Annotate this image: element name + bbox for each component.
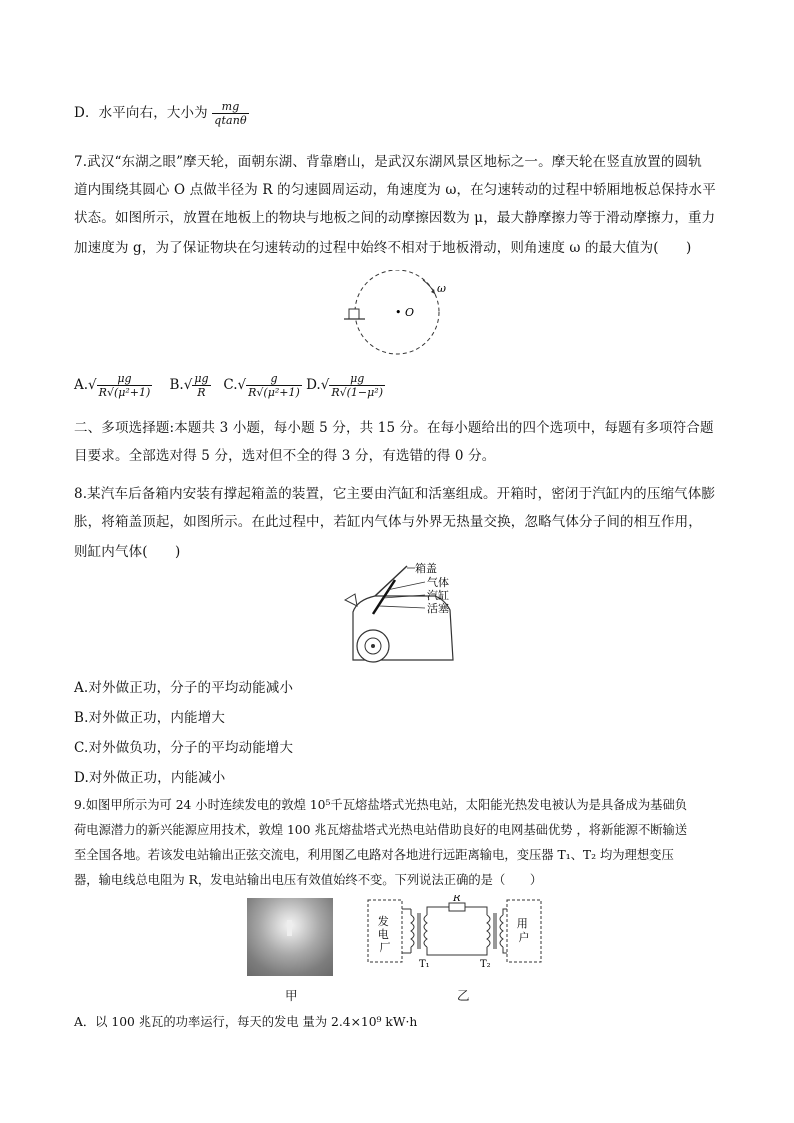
q7-line-4: 加速度为 g，为了保证物块在匀速转动的过程中始终不相对于地板滑动，则角速度 ω 的最大值为( ) (74, 240, 692, 256)
figure-yi-caption: 乙 (457, 988, 470, 1003)
q8-option-d: D.对外做正功，内能减小 (74, 770, 226, 786)
section2-line-1: 二、多项选择题:本题共 3 小题，每小题 5 分，共 15 分。在每小题给出的四个选项中，每题有多项符合题 (74, 420, 714, 436)
fraction-numerator: μg (194, 372, 209, 385)
fraction-numerator: μg (329, 372, 385, 386)
q7-options (74, 372, 385, 399)
fraction-denominator: R (197, 386, 206, 399)
q7-line-3: 状态。如图所示，放置在地板上的物块与地板之间的动摩擦因数为 μ，最大静摩擦力等于滑动摩擦力，重力 (74, 210, 716, 226)
tower-icon (287, 920, 292, 936)
wheel-hub (371, 644, 375, 648)
user-label (517, 917, 532, 944)
power-plant-label-char: 厂 (379, 941, 391, 954)
q9-line-1: 9.如图甲所示为可 24 小时连续发电的敦煌 10⁵千瓦熔盐塔式光热电站，太阳能光热发电被认为是具备成为基础负 (74, 798, 688, 812)
label-gas: 气体 (427, 576, 449, 589)
q6-option-d (74, 100, 249, 127)
transmission-wires (427, 907, 487, 955)
label-cylinder: 汽缸 (427, 589, 449, 602)
q7-option-c-label: C. (223, 377, 238, 393)
block-icon (349, 309, 359, 319)
q7-line-1: 7.武汉“东湖之眼”摩天轮，面朝东湖、背靠磨山，是武汉东湖风景区地标之一。摩天轮在竖直放置的圆轨 (74, 154, 702, 170)
q8-option-a: A.对外做正功，分子的平均动能减小 (74, 680, 294, 696)
fraction-denominator: R√(μ²+1) (248, 386, 300, 399)
user-label-char: 户 (518, 931, 530, 944)
power-plant-label-char: 发 (377, 915, 389, 928)
fraction-numerator: mg (212, 100, 248, 114)
q7-option-a-label: A. (74, 377, 89, 393)
q7-line-2: 道内围绕其圆心 O 点做半径为 R 的匀速圆周运动，角速度为 ω，在匀速转动的过程中轿厢地板总保持水平 (74, 182, 716, 198)
transmission-circuit (365, 895, 550, 975)
t1-primary-coil (411, 915, 414, 947)
q8-line-3: 则缸内气体( ) (74, 544, 181, 560)
fraction-numerator: g (246, 372, 302, 386)
q6-option-d-fraction (212, 100, 248, 127)
tail-light (345, 594, 357, 606)
figure-jia-caption: 甲 (285, 988, 298, 1003)
q6-option-d-text: D．水平向右，大小为 (74, 105, 208, 121)
resistor-label: R (453, 895, 461, 904)
q7-option-c-radical: √ $\frac{g}{\text{R√(μ²+1)}}$ (237, 372, 300, 399)
fraction-denominator: R√(1−μ²) (331, 386, 383, 399)
power-plant-label (378, 914, 393, 954)
t1-secondary-coil (424, 915, 427, 947)
q7-option-d-label: D. (306, 377, 321, 393)
wire-left (402, 909, 411, 953)
q7-option-b-radical: √ $\frac{\mu g}{R}$ (183, 372, 209, 399)
power-plant-label-char: 电 (377, 928, 389, 941)
q8-line-2: 胀，将箱盖顶起，如图所示。在此过程中，若缸内气体与外界无热量交换，忽略气体分子间的相互作用， (74, 514, 702, 530)
q9-line-4: 器，输电线总电阻为 R，发电站输出电压有效值始终不变。下列说法正确的是（ ） (74, 873, 543, 887)
q8-line-1: 8.某汽车后备箱内安装有撑起箱盖的装置，它主要由汽缸和活塞组成。开箱时，密闭于汽缸内的压缩气体膨 (74, 486, 716, 502)
fraction-denominator: qtanθ (214, 114, 247, 127)
q7-option-a-radical: √ $\frac{\mu g}{\text{R√(μ²+1)}}$ (88, 372, 151, 399)
q8-option-b: B.对外做正功，内能增大 (74, 710, 226, 726)
omega-label: ω (437, 282, 446, 295)
q8-car-figure (335, 560, 475, 670)
t1-label: T₁ (419, 959, 430, 970)
q7-circle-figure (335, 270, 465, 370)
fraction-denominator: R√(μ²+1) (98, 386, 151, 399)
fraction-numerator: μg (97, 372, 153, 386)
trunk-lid (375, 566, 407, 596)
t2-primary-coil (487, 915, 490, 947)
q9-line-2: 荷电源潜力的新兴能源应用技术，敦煌 100 兆瓦熔盐塔式光热电站借助良好的电网基础优势 ，将新能源不断输送 (74, 823, 688, 837)
q7-option-d-radical: √ $\frac{\mu g}{\text{R√(1−μ²)}}$ (320, 372, 383, 399)
label-lid: 箱盖 (415, 562, 437, 575)
q8-option-c: C.对外做负功，分子的平均动能增大 (74, 740, 294, 756)
q9-option-a: A．以 100 兆瓦的功率运行，每天的发电 量为 2.4×10⁹ kW·h (74, 1015, 418, 1029)
label-piston: 活塞 (427, 602, 449, 615)
q9-line-3: 至全国各地。若该发电站输出正弦交流电，利用图乙电路对各地进行远距离输电，变压器 T₁、T₂ 均为理想变压 (74, 848, 674, 862)
resistor-icon (449, 903, 465, 911)
section2-line-2: 目要求。全部选对得 5 分，选对但不全的得 3 分，有选错的得 0 分。 (74, 448, 496, 464)
solar-plant-photo (247, 898, 333, 976)
leader-piston (379, 606, 425, 608)
user-label-char: 用 (516, 917, 528, 930)
center-o-label: • O (395, 306, 415, 319)
t2-label: T₂ (480, 959, 491, 970)
q7-option-b-label: B. (169, 377, 184, 393)
t2-secondary-coil (500, 915, 503, 947)
